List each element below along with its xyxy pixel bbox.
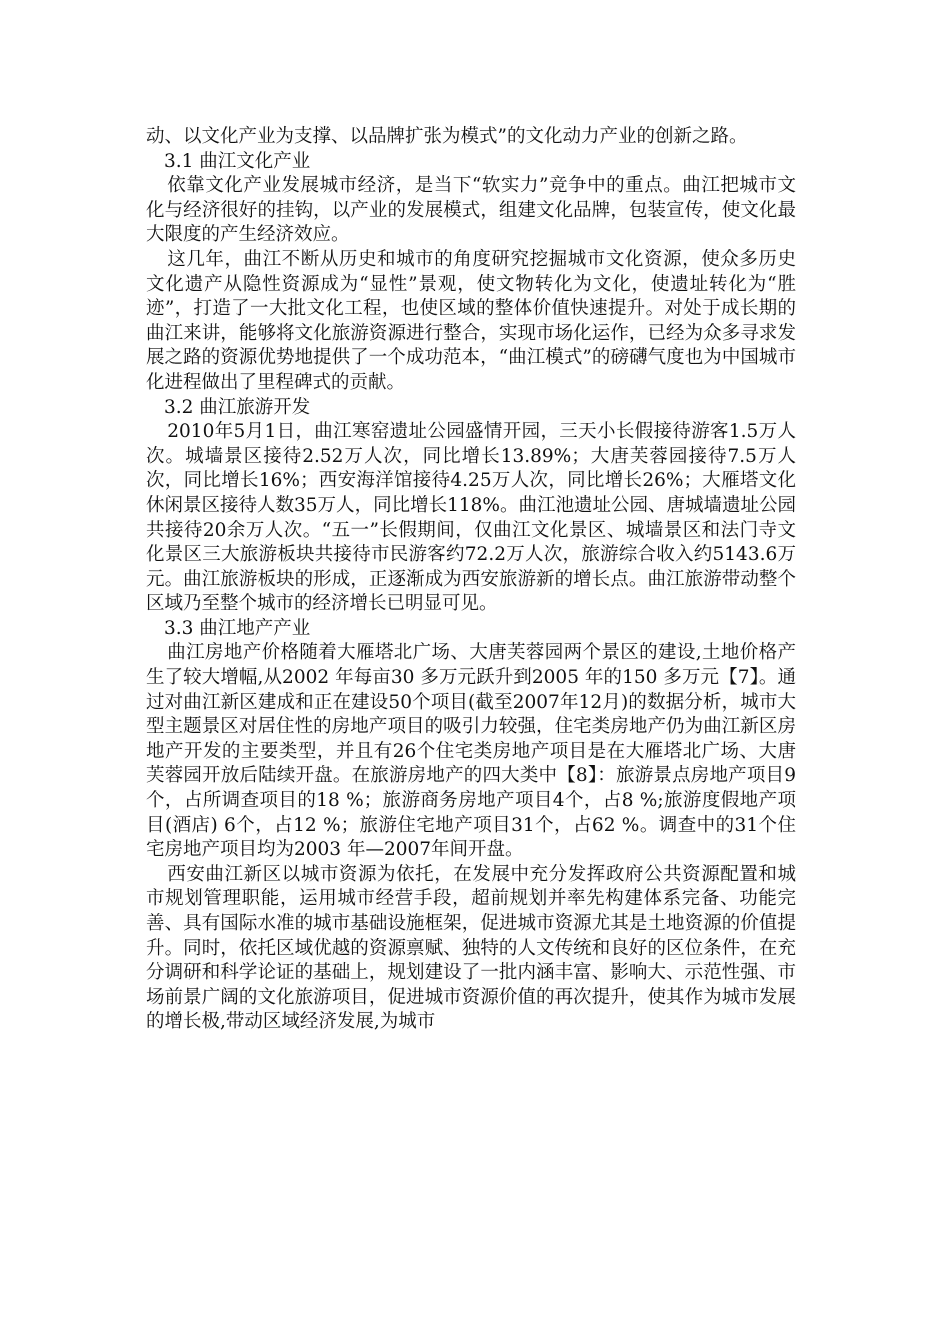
section-heading-3-2: 3.2 曲江旅游开发 bbox=[164, 396, 311, 418]
section-heading-3-3: 3.3 曲江地产产业 bbox=[164, 617, 311, 639]
section-heading-3-1: 3.1 曲江文化产业 bbox=[164, 150, 311, 172]
document-page bbox=[146, 125, 796, 1035]
paragraph-real-estate-1: 曲江房地产价格随着大雁塔北广场、大唐芙蓉园两个景区的建设,土地价格产生了较大增幅,从2002 年每亩30 多万元跃升到2005 年的150 多万元【7】。通过对曲江新区建成和正在建设50个项目(截至2007年12月)的数据分析，城市大型主题景区对居住性的房地产项目的吸引力较强，住宅类房地产仍为曲江新区房地产开发的主要类型，并且有26个住宅类房地产项目是在大雁塔北广场、大唐芙蓉园开放后陆续开盘。在旅游房地产的四大类中【8】：旅游景点房地产项目9个，占所调查项目的18 %；旅游商务房地产项目4个，占8 %;旅游度假地产项目(酒店) 6个，占12 %；旅游住宅地产项目31个，占62 %。调查中的31个住宅房地产项目均为2003 年—2007年间开盘。 bbox=[146, 642, 796, 861]
paragraph-tourism: 2010年5月1日，曲江寒窑遗址公园盛情开园，三天小长假接待游客1.5万人次。城墙景区接待2.52万人次，同比增长13.89%；大唐芙蓉园接待7.5万人次，同比增长16%；西安海洋馆接待4.25万人次，同比增长26%；大雁塔文化休闲景区接待人数35万人，同比增长118%。曲江池遗址公园、唐城墙遗址公园共接待20余万人次。“五一”长假期间，仅曲江文化景区、城墙景区和法门寺文化景区三大旅游板块共接待市民游客约72.2万人次，旅游综合收入约5143.6万元。曲江旅游板块的形成，正逐渐成为西安旅游新的增长点。曲江旅游带动整个区域乃至整个城市的经济增长已明显可见。 bbox=[146, 421, 796, 615]
paragraph-culture-industry-2: 这几年，曲江不断从历史和城市的角度研究挖掘城市文化资源，使众多历史文化遗产从隐性资源成为“显性”景观，使文物转化为文化，使遗址转化为“胜迹”，打造了一大批文化工程，也使区域的整体价值快速提升。对处于成长期的曲江来讲，能够将文化旅游资源进行整合，实现市场化运作，已经为众多寻求发展之路的资源优势地提供了一个成功范本，“曲江模式”的磅礴气度也为中国城市化进程做出了里程碑式的贡献。 bbox=[146, 248, 796, 393]
paragraph-culture-industry-1: 依靠文化产业发展城市经济，是当下“软实力”竞争中的重点。曲江把城市文化与经济很好的挂钩，以产业的发展模式，组建文化品牌，包装宣传，使文化最大限度的产生经济效应。 bbox=[146, 175, 796, 246]
paragraph-continuation: 动、以文化产业为支撑、以品牌扩张为模式”的文化动力产业的创新之路。 bbox=[146, 126, 748, 147]
paragraph-real-estate-2: 西安曲江新区以城市资源为依托，在发展中充分发挥政府公共资源配置和城市规划管理职能，运用城市经营手段，超前规划并率先构建体系完备、功能完善、具有国际水准的城市基础设施框架，促进城市资源尤其是土地资源的价值提升。同时，依托区域优越的资源禀赋、独特的人文传统和良好的区位条件，在充分调研和科学论证的基础上，规划建设了一批内涵丰富、影响大、示范性强、市场前景广阔的文化旅游项目，促进城市资源价值的再次提升，使其作为城市发展的增长极,带动区域经济发展,为城市 bbox=[146, 863, 796, 1033]
